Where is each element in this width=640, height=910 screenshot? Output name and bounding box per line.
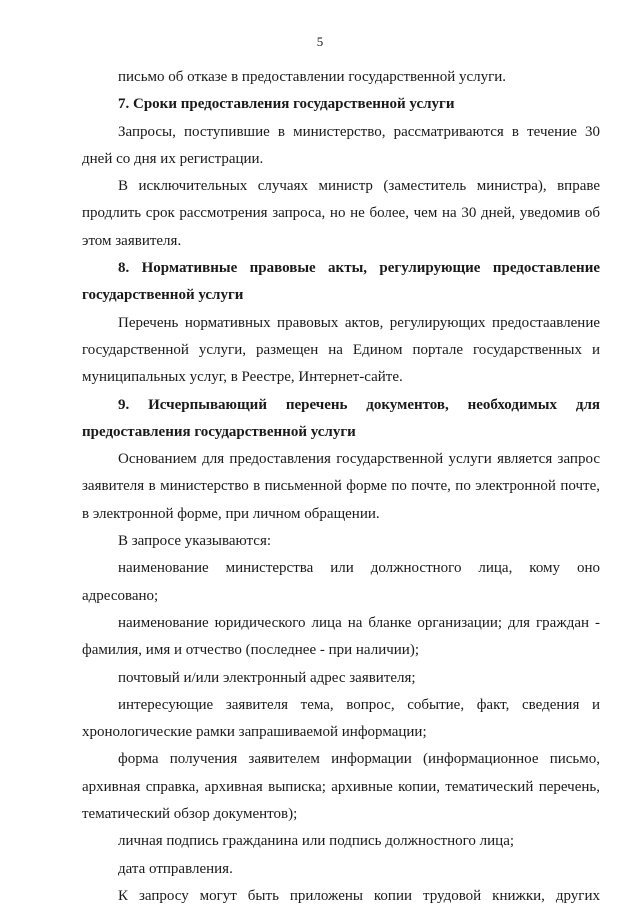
list-item-addressee: наименование министерства или должностного лица, кому оно адресовано; xyxy=(82,560,600,604)
paragraph-legal-acts: Перечень нормативных правовых актов, регулирующих предостаавление государственной услуги, размещен на Едином портале государственных и муниципальных услуг, в Реестре, Интернет-сайте. xyxy=(82,314,600,386)
section-heading-7: 7. Сроки предоставления государственной услуги xyxy=(118,96,455,113)
paragraph-request-basis: Основанием для предоставления государственной услуги является запрос заявителя в министерство в письменной форме по почте, по электронной почте, в электронной форме, при личном обращении. xyxy=(82,451,600,522)
list-item-date: дата отправления. xyxy=(118,860,233,877)
paragraph-extension: В исключительных случаях министр (заместитель министра), вправе продлить срок рассмотрения запроса, но не более, чем на 30 дней, уведомив об этом заявителя. xyxy=(82,178,600,249)
list-item-topic: интересующие заявителя тема, вопрос, событие, факт, сведения и хронологические рамки запрашиваемой информации; xyxy=(82,696,600,741)
paragraph-processing-time: Запросы, поступившие в министерство, рассматриваются в течение 30 дней со дня их регистрации. xyxy=(82,123,600,167)
list-item-address: почтовый и/или электронный адрес заявителя; xyxy=(118,669,416,686)
section-heading-9-line2: предоставления государственной услуги xyxy=(82,423,356,440)
page-number: 5 xyxy=(316,34,324,49)
section-heading-9-line1: 9. Исчерпывающий перечень документов, необходимых для xyxy=(118,396,600,413)
list-item-response-form: форма получения заявителем информации (информационное письмо, архивная справка, архивная выписка; архивные копии, тематический перечень, тематический обзор документов); xyxy=(82,751,600,823)
paragraph-refusal-letter: письмо об отказе в предоставлении государственной услуги. xyxy=(118,69,507,85)
paragraph-attachments: К запросу могут быть приложены копии трудовой книжки, других xyxy=(118,887,600,904)
list-item-legal-entity: наименование юридического лица на бланке организации; для граждан - фамилия, имя и отчество (последнее - при наличии); xyxy=(82,614,600,659)
paragraph-request-contents-intro: В запросе указываются: xyxy=(118,533,272,550)
list-item-signature: личная подпись гражданина или подпись должностного лица; xyxy=(118,833,515,850)
section-heading-8: 8. Нормативные правовые акты, регулирующие предоставление государственной услуги xyxy=(82,260,600,304)
document-body xyxy=(82,64,600,910)
